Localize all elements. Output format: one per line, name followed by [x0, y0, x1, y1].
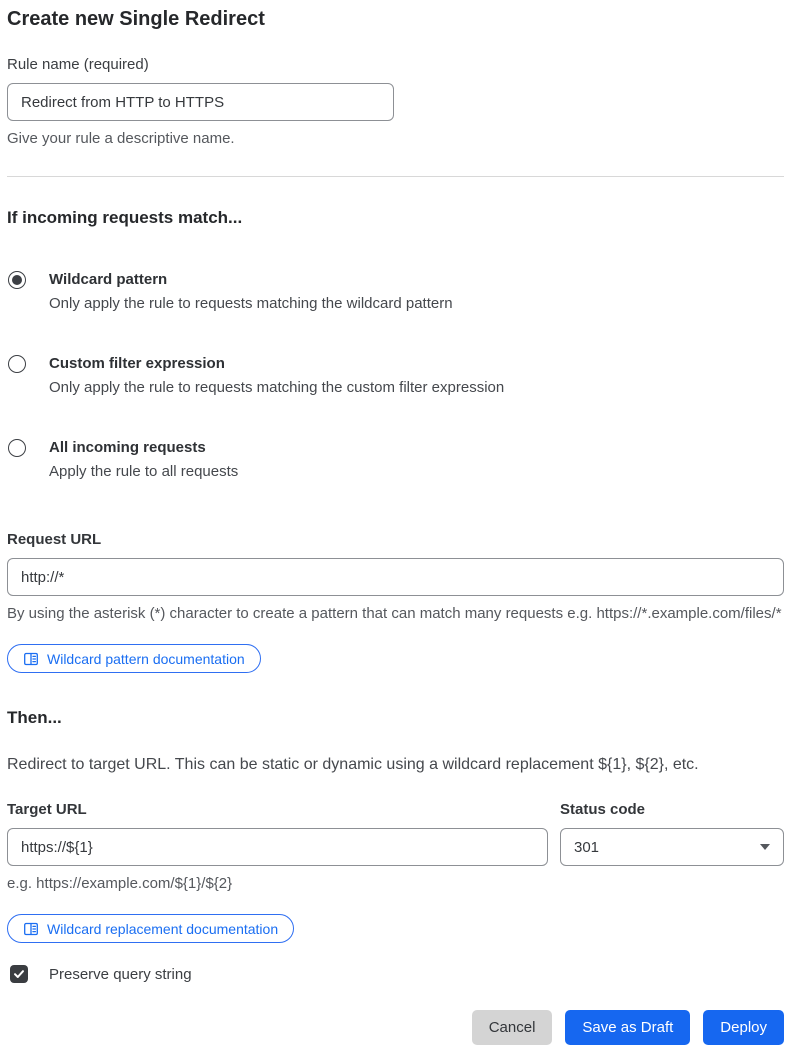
rule-name-label: Rule name (required)	[7, 56, 149, 73]
radio-custom-filter-expression-label: Custom filter expression	[49, 355, 225, 372]
save-as-draft-button[interactable]: Save as Draft	[565, 1010, 690, 1045]
then-section-heading: Then...	[7, 708, 62, 727]
radio-custom-filter-expression[interactable]	[7, 354, 784, 397]
radio-custom-filter-expression-description: Only apply the rule to requests matching the custom filter expression	[49, 379, 505, 396]
request-url-helper: By using the asterisk (*) character to create a pattern that can match many requests e.g. https://*.example.com/files/*	[7, 605, 782, 622]
wildcard-pattern-docs-button[interactable]	[7, 644, 261, 673]
preserve-query-string-row[interactable]	[7, 965, 784, 983]
radio-wildcard-pattern-description: Only apply the rule to requests matching the wildcard pattern	[49, 295, 453, 312]
wildcard-pattern-docs-label: Wildcard pattern documentation	[47, 650, 245, 667]
match-section-heading: If incoming requests match...	[7, 208, 243, 227]
page-title: Create new Single Redirect	[7, 8, 265, 30]
target-url-input[interactable]	[7, 828, 548, 866]
section-divider	[7, 176, 784, 177]
status-code-select[interactable]	[560, 828, 784, 866]
request-url-input[interactable]	[7, 558, 784, 596]
book-icon	[23, 921, 39, 937]
rule-name-helper: Give your rule a descriptive name.	[7, 130, 235, 147]
book-icon	[23, 651, 39, 667]
status-code-label: Status code	[560, 801, 646, 818]
wildcard-replacement-docs-button[interactable]	[7, 914, 294, 943]
wildcard-replacement-docs-label: Wildcard replacement documentation	[47, 920, 279, 937]
radio-all-incoming-requests-label: All incoming requests	[49, 439, 206, 456]
target-and-status-row	[7, 801, 784, 866]
radio-unselected-icon[interactable]	[8, 355, 26, 373]
radio-selected-icon[interactable]	[8, 271, 26, 289]
radio-wildcard-pattern[interactable]	[7, 270, 784, 313]
status-code-value: 301	[574, 838, 600, 856]
then-section-description: Redirect to target URL. This can be static or dynamic using a wildcard replacement ${1}, ${2}, etc.	[7, 756, 699, 773]
radio-unselected-icon[interactable]	[8, 439, 26, 457]
chevron-down-icon	[760, 844, 770, 850]
request-url-label: Request URL	[7, 531, 102, 548]
cancel-button[interactable]: Cancel	[472, 1010, 553, 1045]
target-url-label: Target URL	[7, 801, 87, 818]
radio-wildcard-pattern-label: Wildcard pattern	[49, 271, 168, 288]
radio-all-incoming-requests-description: Apply the rule to all requests	[49, 463, 239, 480]
deploy-button[interactable]: Deploy	[703, 1010, 784, 1045]
match-type-radio-group	[7, 270, 784, 481]
rule-name-input[interactable]	[7, 83, 394, 121]
radio-all-incoming-requests[interactable]	[7, 438, 784, 481]
preserve-query-string-label: Preserve query string	[49, 965, 192, 983]
target-url-helper: e.g. https://example.com/${1}/${2}	[7, 875, 233, 892]
checkbox-checked-icon[interactable]	[10, 965, 28, 983]
